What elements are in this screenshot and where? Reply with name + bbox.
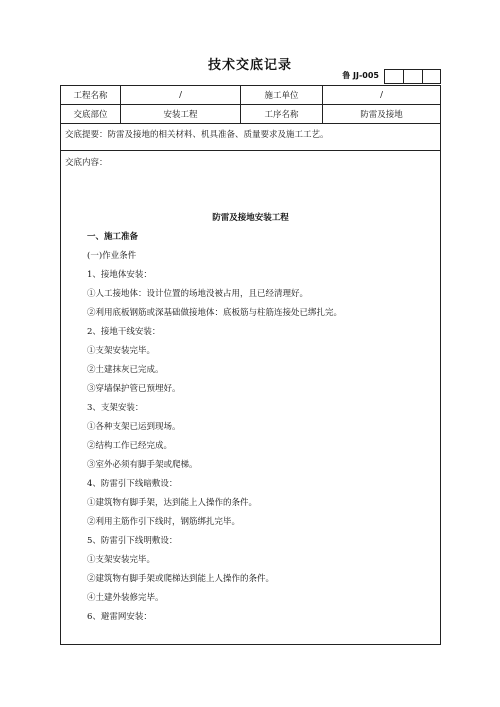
section-title: 防雷及接地安装工程 (212, 213, 289, 223)
content-line: ①支架安装完毕。 (87, 555, 156, 565)
part-label: 交底部位 (61, 105, 121, 123)
content-line: 1、接地体安装： (87, 270, 152, 280)
content-line: ②利用底板钢筋或深基础做接地体：底板筋与柱筋连接处已绑扎完。 (87, 308, 343, 318)
code-box (384, 69, 403, 84)
project-name-value: / (121, 86, 241, 104)
construction-unit-label: 施工单位 (241, 86, 323, 104)
content-line: 一、施工准备 (87, 232, 139, 242)
content-line: ③穿墙保护管已预埋好。 (87, 384, 181, 394)
content-label: 交底内容： (65, 158, 108, 168)
content-line: ②利用主筋作引下线时，钢筋绑扎完毕。 (87, 517, 241, 527)
content-line: 6、避雷网安装： (87, 612, 152, 622)
content-line: 4、防雷引下线暗敷设： (87, 479, 178, 489)
summary: 交底提要：防雷及接地的相关材料、机具准备、质量要求及施工工艺。 (61, 124, 440, 151)
content-line: ①支架安装完毕。 (87, 346, 156, 356)
document-title: 技术交底记录 (207, 58, 292, 73)
process-value: 防雷及接地 (360, 110, 403, 120)
content-line: ②土建抹灰已完成。 (87, 365, 164, 375)
content-line: ①人工接地体：设计位置的场地没被占用，且已经清理好。 (87, 289, 309, 299)
content-line: ①建筑物有脚手架，达到能上人操作的条件。 (87, 498, 258, 508)
content-line: ②建筑物有脚手架或爬梯达到能上人操作的条件。 (87, 574, 275, 584)
content-line: (一)作业条件 (87, 251, 137, 261)
content-area (61, 151, 440, 622)
project-name-label: 工程名称 (61, 86, 121, 104)
content-line: 2、接地干线安装： (87, 327, 161, 337)
code-row (60, 69, 441, 84)
code-box (403, 69, 422, 84)
content-line: ③室外必须有脚手架或爬梯。 (87, 460, 198, 470)
content-line: ②结构工作已经完成。 (87, 441, 173, 451)
part-value: 安装工程 (121, 105, 241, 123)
content-line: 3、支架安装： (87, 403, 144, 413)
construction-unit-value: / (380, 90, 383, 100)
content-line: ①各种支架已运到现场。 (87, 422, 181, 432)
table-row (61, 105, 440, 124)
table-row (61, 86, 440, 105)
content-line: 5、防雷引下线明敷设： (87, 536, 178, 546)
form-code: 鲁 JJ-005 (342, 71, 379, 80)
content-line: ④土建外装修完毕。 (87, 593, 164, 603)
record-form (60, 85, 441, 645)
code-boxes (384, 69, 441, 84)
code-box (422, 69, 441, 84)
process-label: 工序名称 (241, 105, 323, 123)
